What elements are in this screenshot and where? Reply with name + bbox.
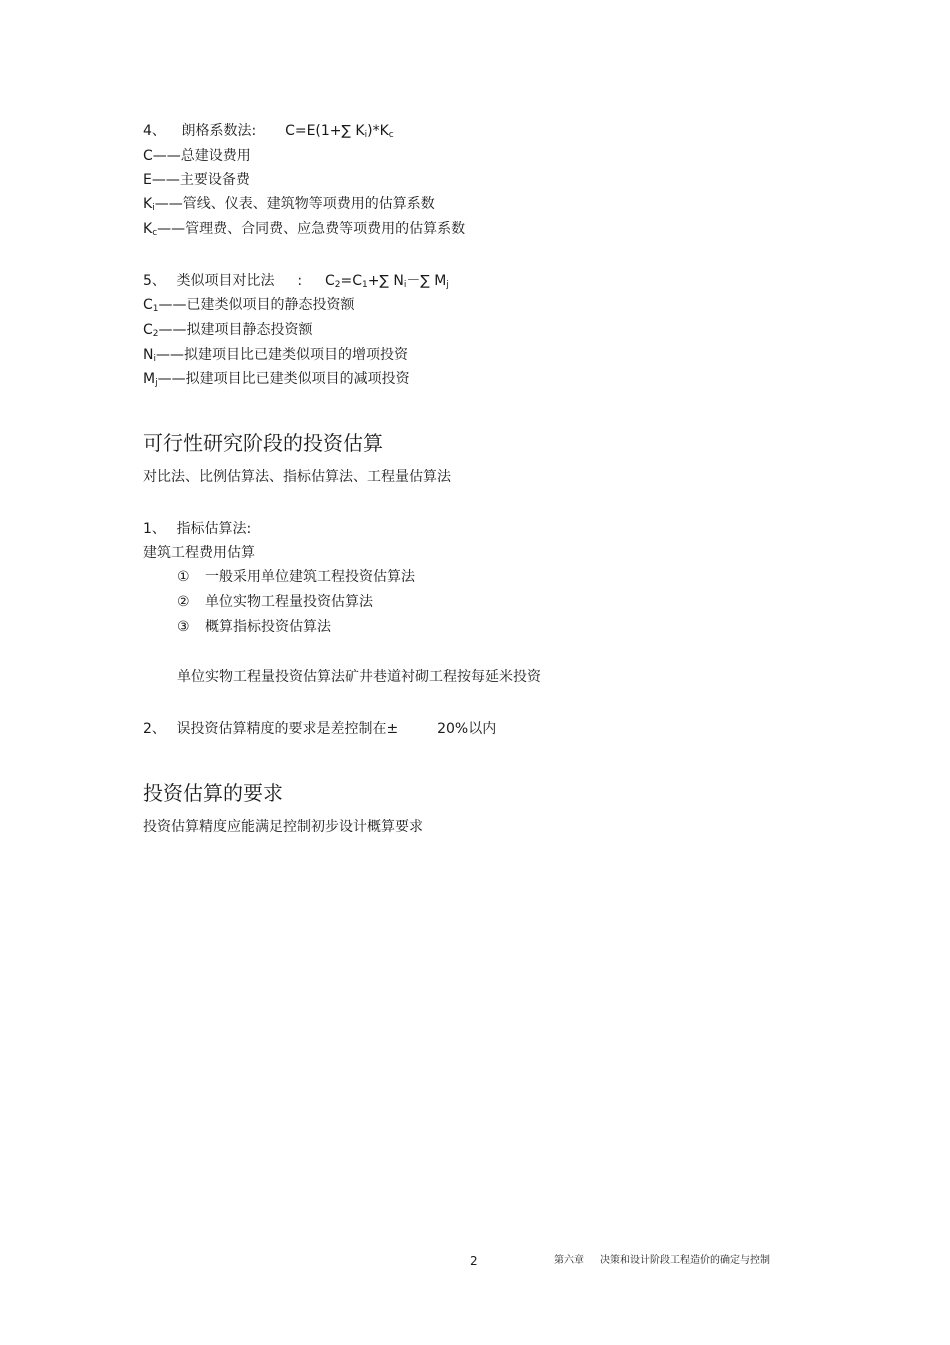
subitem-3 (177, 618, 331, 636)
chapter-title: 决策和设计阶段工程造价的确定与控制 (600, 1255, 770, 1266)
method-note: 单位实物工程量投资估算法矿井巷道衬砌工程按每延米投资 (177, 669, 541, 685)
subitem-text: 单位实物工程量投资估算法 (205, 594, 373, 610)
sec4-formula: C=E(1+∑ $K_i)*K_c$ (285, 123, 394, 140)
page-number: 2 (470, 1254, 478, 1268)
sec4-def-kc: $K_c——$管理费、合同费、应急费等项费用的估算系数 (143, 221, 466, 238)
item1-title: 指标估算法: (176, 521, 252, 537)
chapter-footer (554, 1251, 770, 1266)
sec5-number: 5、 (143, 273, 166, 289)
subitem-1 (177, 568, 415, 586)
sec5-title: 类似项目对比法 (176, 273, 275, 289)
item1-number: 1、 (143, 521, 166, 537)
subitem-mark: ③ (177, 619, 190, 635)
item2-text: 误投资估算精度的要求是差控制在± (176, 721, 399, 737)
sec4-title: 朗格系数法: (181, 123, 257, 139)
subitem-text: 概算指标投资估算法 (205, 619, 331, 635)
item2-number: 2、 (143, 721, 166, 737)
sec5-def-c1: $C_1——$已建类似项目的静态投资额 (143, 297, 355, 314)
subitem-text: 一般采用单位建筑工程投资估算法 (205, 569, 415, 585)
sec4-def-e: E——主要设备费 (143, 172, 250, 188)
subitem-mark: ② (177, 594, 190, 610)
requirements-heading: 投资估算的要求 (143, 781, 283, 805)
feasibility-heading: 可行性研究阶段的投资估算 (143, 431, 383, 455)
item2-line (143, 720, 496, 738)
feasibility-methods: 对比法、比例估算法、指标估算法、工程量估算法 (143, 469, 451, 485)
subitem-2 (177, 593, 373, 611)
item1-heading (143, 520, 251, 538)
sec5-def-mj: $M_j——$拟建项目比已建类似项目的减项投资 (143, 371, 410, 388)
sec5-colon: : (297, 273, 303, 289)
item1-subtitle: 建筑工程费用估算 (143, 545, 255, 561)
sec4-heading (143, 122, 394, 142)
requirements-text: 投资估算精度应能满足控制初步设计概算要求 (143, 819, 423, 835)
sec5-def-c2: $C_2——$拟建项目静态投资额 (143, 322, 313, 339)
sec5-heading (143, 272, 449, 292)
item2-value: 20%以内 (437, 721, 497, 737)
chapter-label: 第六章 (554, 1255, 584, 1266)
sec4-def-c: C——总建设费用 (143, 148, 251, 164)
sec5-formula: $C_2=C_1+\sum$ $N_i-\sum$ $M_j$ (324, 273, 449, 290)
sec4-def-ki: $K_i——$管线、仪表、建筑物等项费用的估算系数 (143, 196, 435, 213)
subitem-mark: ① (177, 569, 190, 585)
sec4-number: 4、 (143, 123, 166, 139)
sec5-def-ni: $N_i——$拟建项目比已建类似项目的增项投资 (143, 347, 408, 364)
